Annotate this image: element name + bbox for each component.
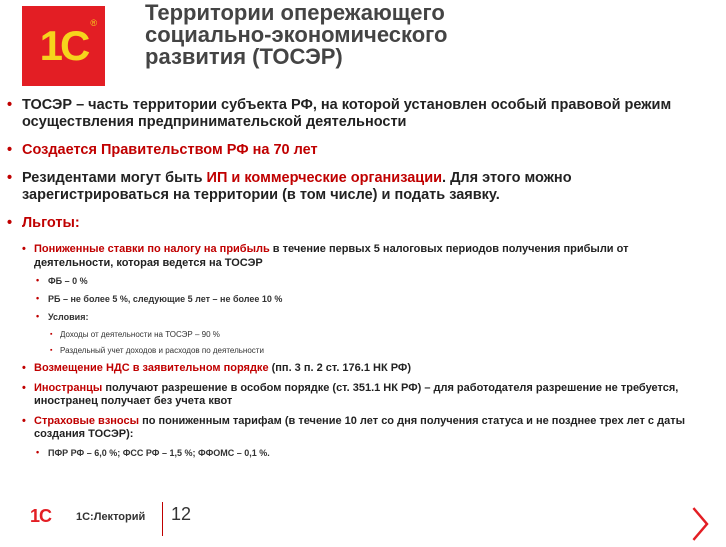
- bullet-created: • Создается Правительством РФ на 70 лет: [6, 142, 706, 159]
- foreigners-highlight: Иностранцы: [34, 381, 103, 394]
- slide-footer: [30, 498, 726, 545]
- residents-highlight: ИП и коммерческие организации: [206, 170, 443, 186]
- rate-rb: • РБ – не более 5 %, следующие 5 лет – не более 10 %: [36, 294, 706, 305]
- vat-text: (пп. 3 п. 2 ст. 176.1 НК РФ): [268, 362, 411, 374]
- footer-brand: 1С:Лекторий: [76, 511, 146, 523]
- residents-text-c: . Для этого можно зарегистрироваться на территории (в том числе) и подать заявку.: [22, 170, 572, 203]
- registered-mark: ®: [90, 18, 97, 28]
- rate-fb: • ФБ – 0 %: [36, 276, 706, 287]
- insurance-highlight: Страховые взносы: [34, 414, 140, 427]
- slide-content: [6, 97, 706, 466]
- next-slide-chevron-icon[interactable]: 〉: [692, 507, 726, 545]
- profit-tax-text: в течение первых 5 налоговых периодов получения прибыли от деятельности, которая ведется на ТОСЭР: [34, 243, 629, 269]
- slide-title: [145, 2, 665, 68]
- benefit-foreigners: [22, 382, 706, 409]
- 1c-logo: [22, 6, 105, 86]
- benefit-insurance: [22, 415, 706, 442]
- bullet-definition: • ТОСЭР – часть территории субъекта РФ, на которой установлен особый правовой режим осуществления предпринимательской деятельности: [6, 97, 706, 131]
- conditions-label: • Условия:: [36, 312, 706, 323]
- condition-accounting: ▪ Раздельный учет доходов и расходов по деятельности: [50, 346, 706, 356]
- benefit-profit-tax: [22, 243, 706, 270]
- residents-text-a: Резидентами могут быть: [22, 170, 207, 186]
- page-number: 12: [171, 504, 192, 524]
- vat-highlight: Возмещение НДС в заявительном порядке: [34, 362, 269, 374]
- title-line-3: развития (ТОСЭР): [145, 44, 343, 69]
- profit-tax-highlight: Пониженные ставки по налогу на прибыль: [34, 243, 270, 255]
- insurance-text: по пониженным тарифам (в течение 10 лет со дня получения статуса и не позднее трех лет с даты создания ТОСЭР):: [34, 414, 685, 440]
- footer-divider: [162, 502, 163, 536]
- logo-text: 1С: [39, 22, 88, 69]
- bullet-benefits: • Льготы:: [6, 215, 706, 232]
- title-line-1: Территории опережающего: [145, 0, 445, 25]
- footer-logo: 1С: [30, 506, 52, 526]
- title-line-2: социально-экономического: [145, 22, 448, 47]
- condition-income: ▪ Доходы от деятельности на ТОСЭР – 90 %: [50, 330, 706, 340]
- bullet-residents: [6, 170, 706, 204]
- foreigners-text: получают разрешение в особом порядке (ст. 351.1 НК РФ) – для работодателя разрешение не требуется, иностранец получает без учета квот: [34, 381, 679, 407]
- insurance-rates: • ПФР РФ – 6,0 %; ФСС РФ – 1,5 %; ФФОМС – 0,1 %.: [36, 448, 706, 459]
- benefit-vat: [22, 362, 706, 376]
